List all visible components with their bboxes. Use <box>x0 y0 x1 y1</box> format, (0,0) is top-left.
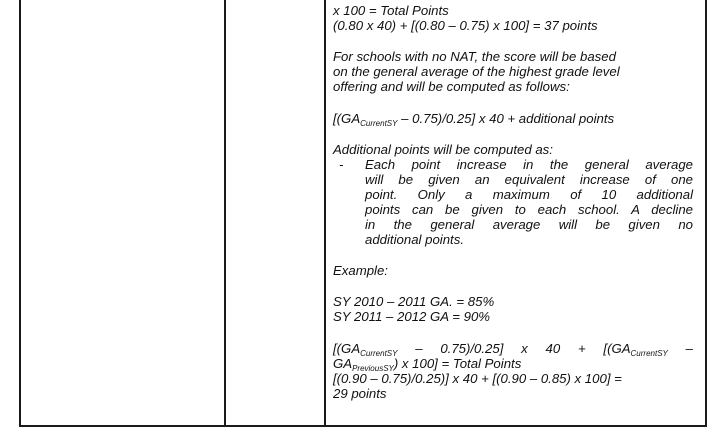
bullet-dash: - <box>339 157 344 172</box>
no-nat-paragraph-line-1: For schools with no NAT, the score will be based <box>333 49 616 64</box>
sy-line-2: SY 2011 – 2012 GA = 90% <box>333 309 491 324</box>
bullet-line-6: additional points. <box>365 232 464 247</box>
example-formula-line-4: 29 points <box>333 386 387 401</box>
no-nat-paragraph-line-3: offering and will be computed as follows: <box>333 79 570 94</box>
table-column-divider-2 <box>324 0 326 427</box>
bullet-line-1: Each point increase in the general average <box>365 157 693 172</box>
example-formula-line-1: $[(GA_{CurrentSY} - 0.75)/0.25]$ x $40 + [(GA_{CurrentSY}$ – <box>333 341 693 358</box>
no-nat-paragraph-line-2: on the general average of the highest grade level <box>333 64 620 79</box>
additional-points-heading: Additional points will be computed as: <box>333 142 553 157</box>
no-nat-formula: $[(GA_{CurrentSY} - 0.75)/0.25]$ x 40 + additional points <box>333 111 615 128</box>
example-label: Example: <box>333 263 388 278</box>
bullet-line-2: will be given an equivalent increase of one <box>365 172 693 187</box>
total-points-line: x 100 = Total Points <box>333 3 449 18</box>
table-cell-computation <box>333 0 705 431</box>
table-right-border <box>705 0 707 427</box>
table-cell-empty-2 <box>226 0 324 425</box>
bullet-line-5: in the general average will be given no <box>365 217 693 232</box>
bullet-line-3: point. Only a maximum of 10 additional <box>365 187 693 202</box>
table-cell-empty-1 <box>21 0 224 425</box>
computation-line: (0.80 x 40) + [(0.80 – 0.75) x 100] = 37 points <box>333 18 598 33</box>
example-formula-line-3: [(0.90 – 0.75)/0.25)] x 40 + [(0.90 – 0.85) x 100] = <box>333 371 622 386</box>
sy-line-1: SY 2010 – 2011 GA. = 85% <box>333 294 495 309</box>
example-formula-line-2: $GA_{PreviousSY}$) x 100] = Total Points <box>333 356 522 373</box>
bullet-line-4: points can be given to each school. A decline <box>365 202 693 217</box>
